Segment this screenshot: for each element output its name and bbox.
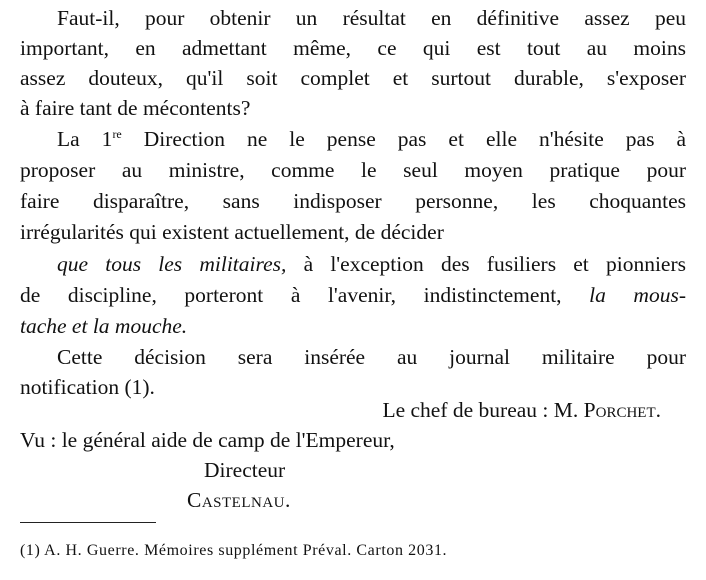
decision-text-2: de discipline, porteront à l'avenir, indistinctement, (20, 283, 590, 307)
decision-italic-subject: que tous les militaires, (57, 252, 287, 276)
decision-italic-moustache: la mous- (589, 283, 686, 307)
paragraph-2-line-4: irrégularités qui existent actuellement, de décider (20, 220, 444, 244)
chef-de-bureau-line (382, 395, 661, 425)
decision-line-1 (57, 249, 686, 279)
paragraph-1-line-2: important, en admettant même, ce qui est tout au moins (20, 36, 686, 60)
paragraph-1-line-1: Faut-il, pour obtenir un résultat en définitive assez peu (57, 6, 686, 30)
chef-label: Le chef de bureau : M. (382, 398, 584, 422)
decision-line-3: tache et la mouche. (20, 314, 188, 338)
director-name: Castelnau. (187, 488, 291, 512)
paragraph-2-line-3: faire disparaître, sans indisposer personne, les choquantes (20, 189, 686, 213)
paragraph-3-line-2: notification (1). (20, 375, 155, 399)
paragraph-1-line-3: assez douteux, qu'il soit complet et surtout durable, s'exposer (20, 66, 686, 90)
footnote-rule (20, 522, 156, 523)
paragraph-3-line-1: Cette décision sera insérée au journal militaire pour (57, 345, 686, 369)
directeur-title: Directeur (204, 458, 286, 482)
direction-number: La 1 (57, 127, 113, 151)
footnote: (1) A. H. Guerre. Mémoires supplément Préval. Carton 2031. (20, 542, 448, 559)
ordinal-superscript: re (112, 127, 122, 141)
decision-text: à l'exception des fusiliers et pionniers (286, 252, 686, 276)
paragraph-1-line-4: à faire tant de mécontents? (20, 96, 251, 120)
vu-line: Vu : le général aide de camp de l'Empereur, (20, 428, 395, 452)
chef-name: Porchet. (583, 398, 661, 422)
direction-text: Direction ne le pense pas et elle n'hésite pas à (121, 127, 686, 151)
decision-line-2 (20, 280, 686, 310)
paragraph-2-line-2: proposer au ministre, comme le seul moyen pratique pour (20, 158, 686, 182)
paragraph-2-line-1 (57, 124, 686, 154)
